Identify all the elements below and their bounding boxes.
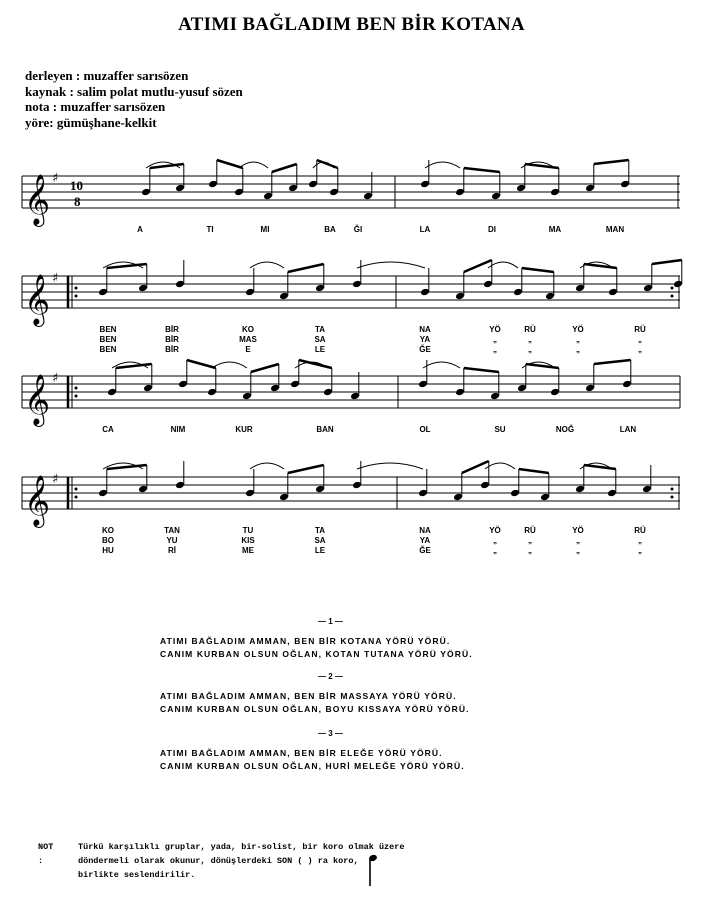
treble-clef-icon: 𝄞 [24,475,51,526]
note-line-2: döndermeli olarak okunur, dönüşlerdeki SON ( ) ra koro, [78,856,359,866]
verse-number: — 3 — [318,729,343,738]
lyric-syllable: MAS [239,335,257,344]
verse-block [160,747,465,773]
repeat-dot [75,287,78,290]
note-beam [522,268,554,272]
lyric-syllable: TA [314,325,326,334]
repeat-dot [671,496,674,499]
note-beam [594,160,629,164]
lyrics-system-2 [100,325,646,354]
note-beam [464,260,492,272]
note-beam [251,364,279,372]
note-beam [519,469,549,473]
meta-notation: nota : muzaffer sarısözen [25,99,166,114]
song-title: ATIMI BAĞLADIM BEN BİR KOTANA [178,14,525,35]
lyric-syllable: E [245,345,251,354]
repeat-dot [75,496,78,499]
lyric-syllable: BEN [99,335,117,344]
note-beam [464,168,500,172]
lyric-syllable: RÜ [634,526,646,535]
note-beam [217,160,243,168]
note-line-3: birlikte seslendirilir. [78,870,196,880]
lyric-syllable: RÜ [634,325,646,334]
lyric-syllable: NOĞ [555,425,575,434]
repeat-dot [75,295,78,298]
lyric-syllable: HU [102,546,114,555]
verse-line: CANIM KURBAN OLSUN OĞLAN, HURİ MELEĞE YÖRÜ YÖRÜ. [160,761,465,771]
repeat-dot [75,395,78,398]
verse-block [160,635,473,661]
note-beam [462,461,489,473]
lyric-syllable: YÖ [572,526,584,535]
lyric-syllable: „ [576,546,580,555]
lyric-syllable: DI [488,225,496,234]
verse-line: CANIM KURBAN OLSUN OĞLAN, KOTAN TUTANA YÖRÜ YÖRÜ. [160,649,473,659]
repeat-dot [671,488,674,491]
lyric-syllable: BİR [165,335,179,344]
lyric-syllable: Rİ [168,546,176,555]
lyric-syllable: „ [576,345,580,354]
note-beam [594,360,631,364]
verse-line: CANIM KURBAN OLSUN OĞLAN, BOYU KISSAYA YÖRÜ YÖRÜ. [160,704,470,714]
sharp-key-signature-icon: ♯ [52,171,59,186]
note-line-1: Türkü karşılıklı gruplar, yada, bir-solist, bir koro olmak üzere [78,842,405,852]
lyric-syllable: MA [548,225,562,234]
lyric-syllable: „ [493,345,497,354]
meta-source: kaynak : salim polat mutlu-yusuf sözen [25,83,243,99]
verse-block [160,690,470,716]
lyric-syllable: „ [528,345,532,354]
lyric-syllable: „ [638,335,642,344]
verse-line: ATIMI BAĞLADIM AMMAN, BEN BİR ELEĞE YÖRÜ YÖRÜ. [160,748,443,758]
note-beam [187,360,216,368]
lyric-syllable: MI [260,225,270,234]
lyric-syllable: YA [419,536,431,545]
lyric-syllable: TU [242,526,254,535]
note-beam [317,160,338,168]
note-beam [288,465,324,473]
lyric-syllable: YA [419,335,431,344]
verse-line: ATIMI BAĞLADIM AMMAN, BEN BİR KOTANA YÖRÜ YÖRÜ. [160,636,451,646]
slur-arc [485,463,515,469]
lyric-syllable: „ [576,536,580,545]
slur-arc [488,262,518,268]
slur-arc [212,362,247,368]
lyric-syllable: BAN [316,425,334,434]
lyrics-system-4 [102,526,646,555]
lyric-syllable: „ [638,536,642,545]
repeat-dot [75,488,78,491]
lyric-syllable: LA [419,225,431,234]
treble-clef-icon: 𝄞 [24,174,51,225]
slur-arc [239,162,268,168]
lyric-syllable: „ [638,345,642,354]
staff-system-1 [22,171,680,227]
lyric-syllable: BEN [99,345,117,354]
time-signature-top: 10 [70,178,83,193]
lyric-syllable: TA [314,526,326,535]
staff-system-2 [22,271,680,327]
lyric-syllable: RÜ [524,325,536,334]
lyric-syllable: RÜ [524,526,536,535]
lyric-syllable: ĞE [419,345,431,354]
lyric-syllable: YÖ [489,325,501,334]
lyric-syllable: KO [242,325,254,334]
slur-arc [357,463,423,469]
lyric-syllable: LE [314,546,326,555]
verse-number: — 2 — [318,672,343,681]
sharp-key-signature-icon: ♯ [52,371,59,386]
lyric-syllable: TAN [164,526,180,535]
lyric-syllable: ME [242,546,254,555]
lyric-syllable: „ [493,546,497,555]
meta-region: yöre: gümüşhane-kelkit [25,114,157,130]
lyric-syllable: A [137,225,143,234]
lyric-syllable: LE [314,345,326,354]
lyric-syllable: CA [102,425,114,434]
lyric-syllable: OL [419,425,431,434]
sharp-key-signature-icon: ♯ [52,271,59,286]
lyric-syllable: MAN [605,225,625,234]
lyric-syllable: NA [419,526,431,535]
lyric-syllable: SA [314,335,326,344]
quarter-note-symbol-icon [368,852,382,888]
lyric-syllable: SA [314,536,326,545]
note-beam [464,368,499,372]
slur-arc [423,362,460,368]
lyric-syllable: SU [494,425,506,434]
notes-system-1 [141,160,630,200]
note-label: NOT : [38,842,54,866]
repeat-dot [671,295,674,298]
verse-number: — 1 — [318,617,343,626]
staff-system-4 [22,472,680,528]
notes-system-4 [98,461,652,501]
lyric-syllable: „ [528,335,532,344]
lyric-syllable: LAN [619,425,637,434]
slur-arc [250,262,284,268]
lyric-syllable: NIM [170,425,186,434]
lyric-syllable: „ [528,546,532,555]
note-beam [652,260,682,264]
lyric-syllable: KUR [235,425,253,434]
notes-system-2 [98,260,683,300]
lyric-syllable: BEN [99,325,117,334]
lyric-syllable: BİR [165,345,179,354]
lyric-syllable: KIS [241,536,255,545]
lyrics-system-3 [102,425,636,434]
note-beam [107,264,147,268]
lyric-syllable: YÖ [572,325,584,334]
lyric-syllable: YU [166,536,178,545]
lyric-syllable: BO [102,536,114,545]
sharp-key-signature-icon: ♯ [52,472,59,487]
staff-system-3 [22,371,680,427]
slur-arc [357,262,425,268]
meta-collector: derleyen : muzaffer sarısözen [25,68,189,83]
lyric-syllable: BA [324,225,336,234]
lyric-syllable: „ [493,536,497,545]
lyric-syllable: „ [576,335,580,344]
lyric-syllable: KO [102,526,114,535]
lyric-syllable: ĞI [353,225,363,234]
slur-arc [425,162,460,168]
lyrics-system-1 [137,225,624,234]
lyric-syllable: „ [493,335,497,344]
repeat-dot [75,387,78,390]
lyric-syllable: „ [528,536,532,545]
slur-arc [250,463,284,469]
lyric-syllable: BİR [165,325,179,334]
lyric-syllable: „ [638,546,642,555]
verse-line: ATIMI BAĞLADIM AMMAN, BEN BİR MASSAYA YÖRÜ YÖRÜ. [160,691,457,701]
note-beam [107,465,147,469]
lyric-syllable: NA [419,325,431,334]
note-beam [272,164,297,172]
lyric-syllable: TI [206,225,214,234]
repeat-dot [671,287,674,290]
lyric-syllable: YÖ [489,526,501,535]
treble-clef-icon: 𝄞 [24,274,51,325]
note-beam [288,264,324,272]
notes-system-3 [107,360,632,400]
lyric-syllable: ĞE [419,546,431,555]
time-signature-bottom: 8 [74,194,81,209]
treble-clef-icon: 𝄞 [24,374,51,425]
